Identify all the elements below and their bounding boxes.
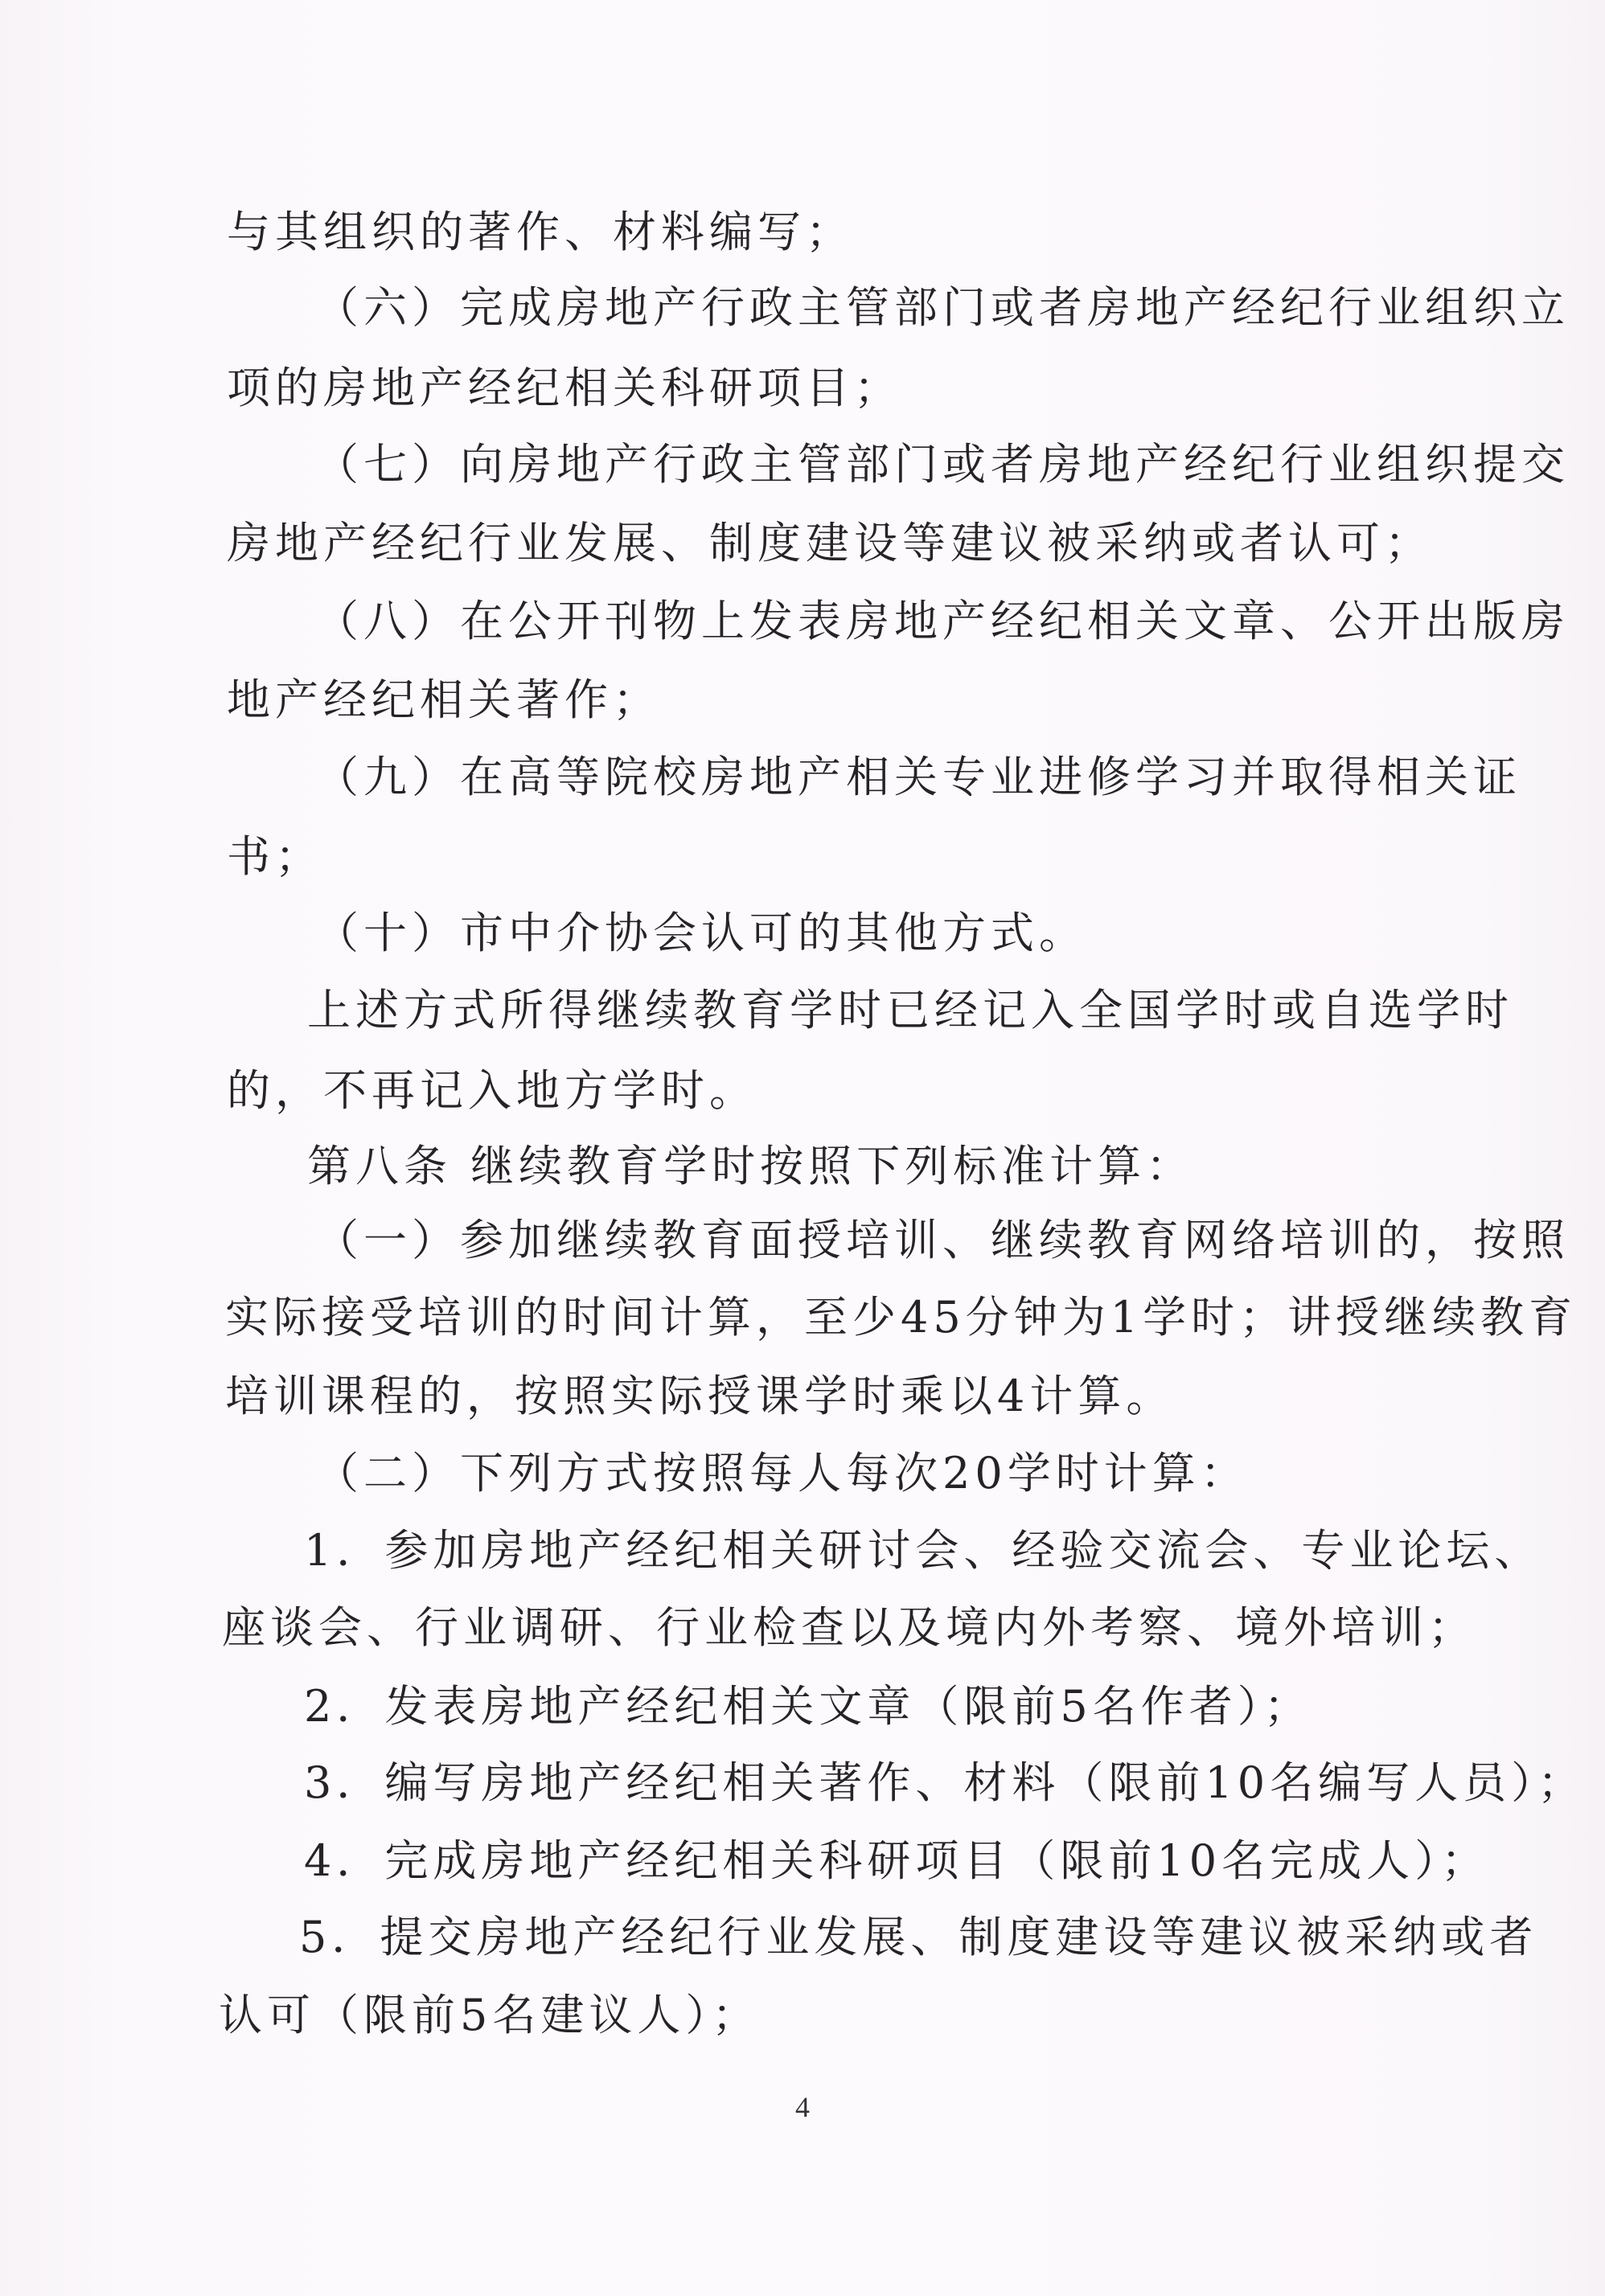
list-item: 1．参加房地产经纪相关研讨会、经验交流会、专业论坛、 bbox=[304, 1525, 1543, 1576]
text-line: 地产经纪相关著作； bbox=[227, 674, 661, 725]
list-item: 4．完成房地产经纪相关科研项目（限前10名完成人）； bbox=[304, 1835, 1490, 1886]
text-line: （八）在公开刊物上发表房地产经纪相关文章、公开出版房 bbox=[315, 596, 1570, 646]
section-heading: 第八条 继续教育学时按照下列标准计算： bbox=[307, 1141, 1195, 1191]
text-line: （六）完成房地产行政主管部门或者房地产经纪行业组织立 bbox=[315, 282, 1570, 333]
text-line: 座谈会、行业调研、行业检查以及境内外考察、境外培训； bbox=[222, 1602, 1476, 1653]
list-item: 3．编写房地产经纪相关著作、材料（限前10名编写人员）； bbox=[304, 1757, 1587, 1808]
text-line: 项的房地产经纪相关科研项目； bbox=[227, 363, 902, 413]
text-line: 培训课程的，按照实际授课学时乘以4计算。 bbox=[225, 1371, 1175, 1421]
text-line: 书； bbox=[227, 831, 323, 882]
list-item: 2．发表房地产经纪相关文章（限前5名作者）； bbox=[304, 1681, 1312, 1732]
text-line: 上述方式所得继续教育学时已经记入全国学时或自选学时 bbox=[307, 985, 1513, 1035]
text-line: 认可（限前5名建议人）； bbox=[219, 1990, 761, 2040]
page-number: 4 bbox=[795, 2091, 810, 2123]
text-line: 实际接受培训的时间计算，至少45分钟为1学时；讲授继续教育 bbox=[225, 1292, 1578, 1343]
text-line: （十）市中介协会认可的其他方式。 bbox=[315, 908, 1087, 958]
text-line: （九）在高等院校房地产相关专业进修学习并取得相关证 bbox=[315, 752, 1521, 802]
text-line: 的，不再记入地方学时。 bbox=[227, 1065, 757, 1116]
list-item: 5．提交房地产经纪行业发展、制度建设等建议被采纳或者 bbox=[299, 1912, 1538, 1962]
text-line: （二）下列方式按照每人每次20学时计算： bbox=[315, 1448, 1249, 1499]
text-line: （一）参加继续教育面授培训、继续教育网络培训的，按照 bbox=[315, 1215, 1570, 1265]
text-line: 房地产经纪行业发展、制度建设等建议被采纳或者认可； bbox=[227, 518, 1433, 568]
text-line: （七）向房地产行政主管部门或者房地产经纪行业组织提交 bbox=[315, 439, 1570, 490]
text-line: 与其组织的著作、材料编写； bbox=[227, 207, 854, 257]
